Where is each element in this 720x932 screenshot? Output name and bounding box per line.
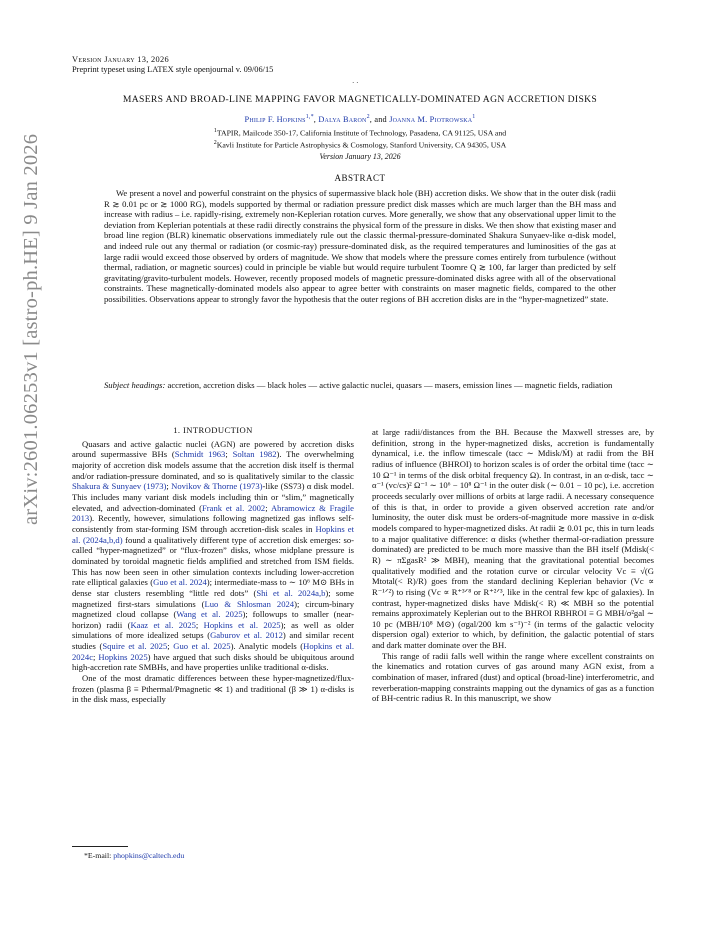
affiliation-2-text: Kavli Institute for Particle Astrophysics & Cosmology, Stanford University, CA 94305, USA xyxy=(216,140,507,150)
text-run: ); intermediate-mass to ∼ 10⁶ M⊙ BHs in dense star clusters resembling “little red dots” ( xyxy=(72,577,354,598)
text-run: ). The overwhelming majority of accretion disk models assume that the accretion disk itself is thermal and/or radiation-pressure dominated, and so is qualitatively similar to the classic xyxy=(72,449,354,481)
abstract-heading: ABSTRACT xyxy=(334,173,386,183)
author-list xyxy=(60,114,660,124)
citation-link[interactable]: Hopkins et al. 2024c xyxy=(72,641,354,662)
citation-link[interactable]: Shakura & Sunyaev (1973) xyxy=(72,481,167,492)
author-2-sup: 2 xyxy=(366,114,370,120)
author-separator: , xyxy=(313,114,317,124)
text-run: ; xyxy=(265,502,271,513)
affiliation-1-text: TAPIR, Mailcode 350-17, California Institute of Technology, Pasadena, CA 91125, USA and xyxy=(216,128,507,138)
text-run: ); some magnetized first-stars simulations ( xyxy=(72,587,354,609)
citation-link[interactable]: Soltan 1982 xyxy=(232,449,277,460)
text-run: ; xyxy=(93,651,99,662)
intro-paragraph-4: This range of radii falls well within the range where excellent constraints on the kinematics and rotation curves of gas around many AGN exist, from a combination of maser, infrared (dust) and optical (broad-line) interferometric, and reverberation-mapping constraints mapping out the dynamics of gas as a function of BH-centric radius R. In this manuscript, we show xyxy=(372,650,654,704)
paper-title: MASERS AND BROAD-LINE MAPPING FAVOR MAGNETICALLY-DOMINATED AGN ACCRETION DISKS xyxy=(122,94,598,105)
intro-paragraph-3: at large radii/distances from the BH. Because the Maxwell stresses are, by definition, strong in the hyper-magnetized disks, accretion is fundamentally dynamical, i.e. the inflow timescale (tacc ∼ Mdisk/Ṁ) at radii from the BH radius of influence (BHROI) to horizon scales is of order the orbital time (tacc ∼ 10 Ω⁻¹ in terms of the disk orbital frequency Ω). In contrast, in an α-disk, tacc ∼ α⁻¹ (vc/cs)² Ω⁻¹ ∼ 10⁶ − 10⁸ Ω⁻¹ in the outer disk (∼ 0.01 − 10 pc), i.e. accretion proceeds secularly over millions of orbits at large radii. A necessary consequence of this is that, in order to provide a given observed accretion rate and/or luminosity, the outer disk must be orders-of-magnitude more massive in α-disk models compared to hyper-magnetized disks. At radii ≳ 0.01 pc, this in turn leads to a major qualitative difference: α disks (whether thermal-or-radiation pressure dominated) are predicted to be much more massive than the BH itself (Mdisk(< R) ∼ πΣgasR² ≫ MBH), meaning that the gravitational potential becomes qualitatively modified and the rotation curve or circular velocity Vc ≡ √(G Mtotal(< R)/R) goes from the standard declining Keplerian behavior (Vc ∝ R⁻¹ᐟ²) to rising (Vc ∝ R⁺³ᐟ⁸ or R⁺²ᐟ³, like in the central few kpc of galaxies). In contrast, hyper-magnetized disks have Mdisk(< R) ≪ MBH so the potential remains approximately Keplerian out to the BHROI RBHROI ≡ G MBH/σ²gal ∼ 10 pc (MBH/10⁸ M⊙) (σgal/200 km s⁻¹)⁻² (in terms of the galactic velocity dispersion σgal) exterior to which, by definition, the galactic potential of stars and dark matter dominate over the BH. xyxy=(372,427,654,651)
affiliation-2-sup: 2 xyxy=(213,140,217,146)
subject-headings-text: accretion, accretion disks — black holes — active galactic nuclei, quasars — masers, emission lines — magnetic fields, radiation xyxy=(167,380,613,390)
text-run: -like (SS73) α disk model. This includes many variant disk models including thin or “slim,” magnetically elevated, and advection-dominated ( xyxy=(72,481,354,513)
author-2[interactable]: Dalya Baron xyxy=(318,114,367,124)
affiliation-1 xyxy=(60,126,660,139)
affiliation-2 xyxy=(60,138,660,151)
text-run: ; xyxy=(225,449,233,460)
text-run: Quasars and active galactic nuclei (AGN) are powered by accretion disks around supermassive BHs ( xyxy=(72,438,354,460)
footnote-label: *E-mail: xyxy=(84,851,114,860)
text-run: ; xyxy=(195,619,204,630)
author-separator: , and xyxy=(369,114,387,124)
text-run: ; xyxy=(167,641,174,652)
intro-paragraph-2: One of the most dramatic differences between these hyper-magnetized/flux-frozen (plasma β ≡ Pthermal/Pmagnetic ≪ 1) and traditional (β ≫ 1) α-disks is in the disk mass, especially xyxy=(72,673,354,705)
citation-link[interactable]: Squire et al. 2025 xyxy=(102,641,168,652)
intro-paragraph-1 xyxy=(72,439,354,673)
preprint-note: Preprint typeset using LATEX style openjournal v. 09/06/15 xyxy=(72,65,274,74)
text-run: ); circum-binary magnetized cloud collapse ( xyxy=(72,598,355,620)
citation-link[interactable]: Abramowicz & Fragile 2013 xyxy=(72,502,354,524)
footnote xyxy=(84,851,184,860)
section-heading-introduction: 1. INTRODUCTION xyxy=(173,425,253,435)
email-link[interactable]: phopkins@caltech.edu xyxy=(113,851,185,860)
citation-link[interactable]: Hopkins et al. (2024a,b,d) xyxy=(72,523,354,545)
citation-link[interactable]: Hopkins 2025 xyxy=(98,651,148,662)
text-run: ) have argued that such disks should be ubiquitous around high-accretion rate SMBHs, and have properties unlike traditional α-disks. xyxy=(72,651,354,673)
text-run: ) and similar recent studies ( xyxy=(72,630,354,652)
subject-headings xyxy=(104,380,616,391)
left-column xyxy=(72,425,354,705)
author-3-sup: 1 xyxy=(472,114,476,120)
author-1-sup: 1,* xyxy=(305,114,314,120)
footnote-rule xyxy=(72,846,128,847)
citation-link[interactable]: Guo et al. 2025 xyxy=(173,641,231,652)
citation-link[interactable]: Guo et al. 2024 xyxy=(153,577,207,588)
version-header xyxy=(72,55,273,75)
citation-link[interactable]: Frank et al. 2002 xyxy=(202,502,266,513)
right-column xyxy=(372,427,654,704)
citation-link[interactable]: Schmidt 1963 xyxy=(174,449,226,460)
abstract-text: We present a novel and powerful constraint on the physics of supermassive black hole (BH) accretion disks. We show that in the outer disk (radii R ≳ 0.01 pc or ≳ 1000 RG), models supported by thermal or radiation pressure predict disk masses which are much larger than the BH mass and increase with radius – i.e. rapidly-rising, extremely non-Keplerian rotation curves. More generally, we show that any observational upper limit to the deviation from Keplerian potentials at these radii directly constrains the physical form of the pressure in disks. We then show that existing maser and broad line region (BLR) kinematic observations immediately rule out the classic thermal-pressure-dominated Shakura Sunyaev-like α-disk model, and indeed rule out any thermal or radiation (or cosmic-ray) pressure-dominated disk, as the required temperatures and luminosities of the gas at large radii would exceed those observed by orders of magnitude. We show that models where the pressure comes entirely from turbulence (without thermal, radiation, or magnetic sources) could in principle be viable but would require turbulent Toomre Q ≳ 100, far larger than predicted by self gravitating/gravito-turbulent models. However, recently proposed models of magnetic pressure-dominated disks agree with all of the observational constraints. These magnetically-dominated models also appear to agree better with constraints on maser magnetic fields, compared to the other possibilities. Observations appear to strongly favor the hypothesis that the outer regions of BH accretion disks are in the “hyper-magnetized” state. xyxy=(104,188,616,304)
version-label: Version January 13, 2026 xyxy=(72,55,170,64)
text-run: found a qualitatively different type of accretion disk emerges: so-called “hyper-magnetized” or “flux-frozen” disks, whose midplane pressure is dominated by toroidal magnetic fields amplified and stretched from ISM fields. This has now been seen in other simulation contexts including lower-accretion rate elliptical galaxies ( xyxy=(72,534,354,588)
text-run: ); as well as older simulations of more idealized setups ( xyxy=(72,619,354,641)
author-1[interactable]: Philip F. Hopkins xyxy=(244,114,306,124)
citation-link[interactable]: Shi et al. 2024a,b xyxy=(256,587,326,598)
affiliation-1-sup: 1 xyxy=(213,128,217,134)
text-run: ). Recently, however, simulations following magnetized gas inflows self-consistently from star-forming ISM through accretion-disk scales in xyxy=(72,513,354,534)
header-marks: · · xyxy=(352,79,359,87)
version-date: Version January 13, 2026 xyxy=(319,152,401,161)
text-run: ). Analytic models ( xyxy=(230,641,304,652)
citation-link[interactable]: Kaaz et al. 2025 xyxy=(130,619,196,630)
citation-link[interactable]: Novikov & Thorne (1973) xyxy=(171,481,263,492)
citation-link[interactable]: Gaburov et al. 2012 xyxy=(210,630,283,641)
citation-link[interactable]: Wang et al. 2025 xyxy=(176,609,243,620)
citation-link[interactable]: Luo & Shlosman 2024 xyxy=(204,598,295,609)
arxiv-identifier: arXiv:2601.06253v1 [astro-ph.HE] 9 Jan 2026 xyxy=(20,133,42,525)
citation-link[interactable]: Hopkins et al. 2025 xyxy=(203,619,281,630)
text-run: ); followups to smaller (near-horizon) radii ( xyxy=(72,609,354,630)
author-3[interactable]: Joanna M. Piotrowska xyxy=(389,114,473,124)
text-run: ; xyxy=(166,481,172,492)
subject-headings-label: Subject headings: xyxy=(104,380,166,390)
